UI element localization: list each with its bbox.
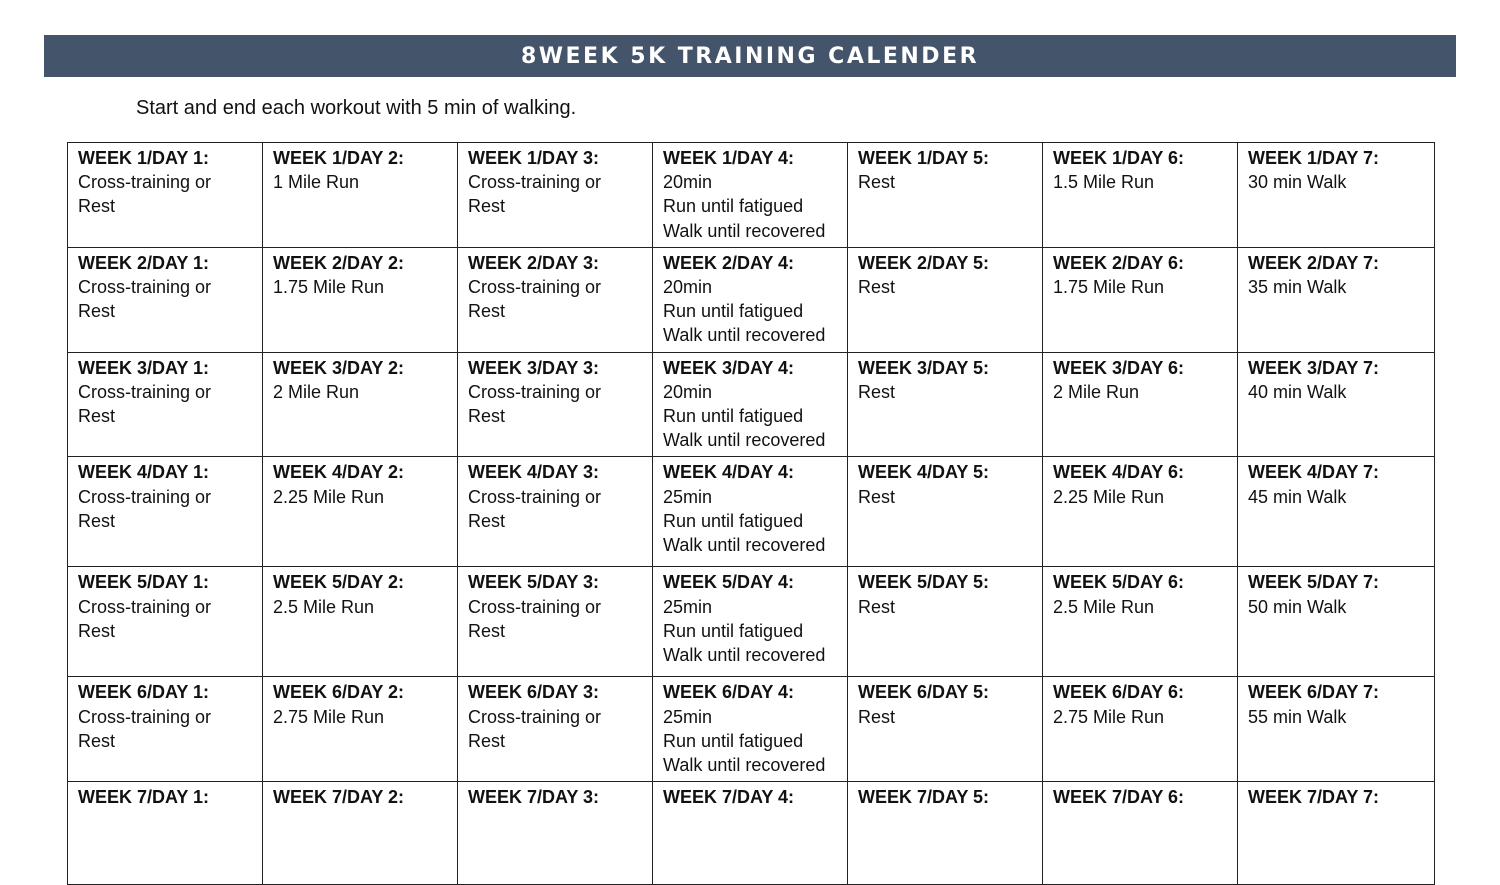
day-heading: WEEK 4/DAY 4:	[663, 462, 795, 483]
workout-line: Rest	[468, 730, 506, 751]
day-cell	[653, 143, 848, 248]
workout-line: Rest	[468, 510, 506, 531]
day-heading: WEEK 6/DAY 1:	[78, 682, 210, 703]
workout-line: 45 min Walk	[1248, 486, 1347, 507]
workout-line: 1.5 Mile Run	[1053, 172, 1155, 193]
training-calendar-table	[67, 142, 1435, 885]
day-heading: WEEK 6/DAY 2:	[273, 682, 405, 703]
day-heading: WEEK 6/DAY 3:	[468, 682, 600, 703]
week-row	[68, 567, 1435, 677]
day-cell	[458, 247, 653, 352]
day-cell	[263, 247, 458, 352]
workout-line: Cross-training or	[78, 277, 212, 298]
workout-line: Walk until recovered	[663, 430, 826, 451]
workout-line: 55 min Walk	[1248, 706, 1347, 727]
day-heading: WEEK 2/DAY 5:	[858, 252, 990, 273]
day-cell	[1043, 567, 1238, 677]
workout-line: Rest	[858, 172, 896, 193]
workout-line: Rest	[78, 510, 116, 531]
workout-line: Run until fatigued	[663, 196, 804, 217]
day-cell	[1238, 143, 1435, 248]
day-cell	[848, 352, 1043, 457]
workout-line: 1.75 Mile Run	[1053, 277, 1165, 298]
day-heading: WEEK 6/DAY 7:	[1248, 682, 1380, 703]
workout-line: 1.75 Mile Run	[273, 277, 385, 298]
workout-line: Rest	[858, 706, 896, 727]
day-cell	[263, 567, 458, 677]
day-heading: WEEK 3/DAY 5:	[858, 357, 990, 378]
workout-line: Cross-training or	[78, 596, 212, 617]
day-cell	[458, 457, 653, 567]
day-cell	[653, 352, 848, 457]
day-cell	[458, 143, 653, 248]
workout-line: Walk until recovered	[663, 535, 826, 556]
day-heading: WEEK 7/DAY 3:	[468, 787, 600, 808]
day-cell	[1238, 567, 1435, 677]
workout-line: Run until fatigued	[663, 510, 804, 531]
workout-line: Cross-training or	[78, 381, 212, 402]
workout-line: Rest	[468, 196, 506, 217]
day-heading: WEEK 4/DAY 5:	[858, 462, 990, 483]
day-heading: WEEK 2/DAY 4:	[663, 252, 795, 273]
day-heading: WEEK 5/DAY 4:	[663, 572, 795, 593]
workout-line: Rest	[468, 406, 506, 427]
workout-line: Rest	[858, 486, 896, 507]
workout-line: Rest	[78, 620, 116, 641]
day-heading: WEEK 3/DAY 4:	[663, 357, 795, 378]
day-cell	[458, 567, 653, 677]
day-cell	[653, 677, 848, 782]
day-heading: WEEK 4/DAY 3:	[468, 462, 600, 483]
day-heading: WEEK 1/DAY 6:	[1053, 148, 1185, 168]
workout-line: 2.25 Mile Run	[1053, 486, 1165, 507]
title-banner	[44, 35, 1456, 77]
workout-line: 20min	[663, 381, 713, 402]
day-cell	[848, 567, 1043, 677]
workout-line: Rest	[858, 596, 896, 617]
workout-line: Run until fatigued	[663, 301, 804, 322]
day-cell	[68, 247, 263, 352]
calendar-body	[68, 143, 1435, 885]
day-heading: WEEK 4/DAY 6:	[1053, 462, 1185, 483]
workout-line: 2.75 Mile Run	[1053, 706, 1165, 727]
workout-line: Cross-training or	[468, 706, 602, 727]
workout-line: Rest	[78, 406, 116, 427]
day-heading: WEEK 7/DAY 2:	[273, 787, 405, 808]
workout-line: 20min	[663, 172, 713, 193]
day-heading: WEEK 6/DAY 5:	[858, 682, 990, 703]
workout-line: Rest	[78, 730, 116, 751]
day-cell	[1043, 352, 1238, 457]
workout-line: 2.5 Mile Run	[273, 596, 375, 617]
workout-line: Walk until recovered	[663, 755, 826, 776]
day-cell	[263, 457, 458, 567]
day-heading: WEEK 2/DAY 7:	[1248, 252, 1380, 273]
day-heading: WEEK 2/DAY 1:	[78, 252, 210, 273]
day-heading: WEEK 7/DAY 1:	[78, 787, 210, 808]
day-cell	[68, 457, 263, 567]
day-heading: WEEK 1/DAY 5:	[858, 148, 990, 168]
workout-line: Cross-training or	[78, 706, 212, 727]
day-heading: WEEK 6/DAY 6:	[1053, 682, 1185, 703]
day-cell	[263, 352, 458, 457]
day-heading: WEEK 2/DAY 6:	[1053, 252, 1185, 273]
day-heading: WEEK 5/DAY 2:	[273, 572, 405, 593]
workout-line: 2.25 Mile Run	[273, 486, 385, 507]
day-heading: WEEK 1/DAY 3:	[468, 148, 600, 168]
day-cell	[68, 567, 263, 677]
day-heading: WEEK 4/DAY 7:	[1248, 462, 1380, 483]
workout-line: Cross-training or	[78, 172, 212, 193]
workout-line: Rest	[78, 196, 116, 217]
workout-line: 2.75 Mile Run	[273, 706, 385, 727]
day-heading: WEEK 5/DAY 7:	[1248, 572, 1380, 593]
workout-line: Rest	[468, 301, 506, 322]
workout-line: 30 min Walk	[1248, 172, 1347, 193]
day-heading: WEEK 5/DAY 3:	[468, 572, 600, 593]
day-cell	[848, 247, 1043, 352]
day-heading: WEEK 3/DAY 3:	[468, 357, 600, 378]
workout-line: 50 min Walk	[1248, 596, 1347, 617]
workout-line: Rest	[468, 620, 506, 641]
workout-line: Cross-training or	[468, 277, 602, 298]
day-cell	[848, 782, 1043, 885]
workout-line: Run until fatigued	[663, 730, 804, 751]
day-cell	[68, 143, 263, 248]
day-cell	[1043, 782, 1238, 885]
day-cell	[1043, 457, 1238, 567]
day-cell	[458, 352, 653, 457]
intro-note: Start and end each workout with 5 min of walking.	[136, 97, 577, 119]
workout-line: 40 min Walk	[1248, 381, 1347, 402]
day-cell	[263, 782, 458, 885]
day-cell	[68, 677, 263, 782]
workout-line: 35 min Walk	[1248, 277, 1347, 298]
week-row	[68, 352, 1435, 457]
day-heading: WEEK 7/DAY 5:	[858, 787, 990, 808]
workout-line: Cross-training or	[468, 596, 602, 617]
day-cell	[848, 457, 1043, 567]
day-heading: WEEK 1/DAY 1:	[78, 148, 210, 168]
day-heading: WEEK 4/DAY 2:	[273, 462, 405, 483]
week-row	[68, 247, 1435, 352]
day-cell	[1043, 677, 1238, 782]
workout-line: 25min	[663, 486, 713, 507]
day-heading: WEEK 3/DAY 6:	[1053, 357, 1185, 378]
workout-line: Cross-training or	[468, 172, 602, 193]
workout-line: Cross-training or	[78, 486, 212, 507]
day-heading: WEEK 3/DAY 2:	[273, 357, 405, 378]
workout-line: 1 Mile Run	[273, 172, 360, 193]
workout-line: 20min	[663, 277, 713, 298]
workout-line: Run until fatigued	[663, 620, 804, 641]
workout-line: 25min	[663, 706, 713, 727]
day-heading: WEEK 1/DAY 7:	[1248, 148, 1380, 168]
day-cell	[263, 677, 458, 782]
workout-line: 2 Mile Run	[1053, 381, 1140, 402]
page-title: 8WEEK 5K TRAINING CALENDER	[520, 43, 980, 69]
workout-line: Rest	[858, 277, 896, 298]
day-heading: WEEK 1/DAY 4:	[663, 148, 795, 168]
workout-line: Walk until recovered	[663, 325, 826, 346]
week-row	[68, 143, 1435, 248]
week-row	[68, 677, 1435, 782]
day-heading: WEEK 1/DAY 2:	[273, 148, 405, 168]
day-cell	[653, 567, 848, 677]
day-heading: WEEK 7/DAY 4:	[663, 787, 795, 808]
day-cell	[263, 143, 458, 248]
day-cell	[848, 677, 1043, 782]
day-cell	[848, 143, 1043, 248]
day-heading: WEEK 5/DAY 5:	[858, 572, 990, 593]
day-cell	[653, 247, 848, 352]
day-cell	[1043, 143, 1238, 248]
day-cell	[458, 677, 653, 782]
day-heading: WEEK 6/DAY 4:	[663, 682, 795, 703]
day-heading: WEEK 5/DAY 1:	[78, 572, 210, 593]
day-heading: WEEK 5/DAY 6:	[1053, 572, 1185, 593]
day-cell	[1043, 247, 1238, 352]
workout-line: Cross-training or	[468, 486, 602, 507]
workout-line: Walk until recovered	[663, 220, 826, 241]
day-cell	[1238, 677, 1435, 782]
week-row	[68, 782, 1435, 885]
workout-line: 2 Mile Run	[273, 381, 360, 402]
day-heading: WEEK 7/DAY 7:	[1248, 787, 1380, 808]
day-cell	[458, 782, 653, 885]
day-heading: WEEK 2/DAY 2:	[273, 252, 405, 273]
day-heading: WEEK 4/DAY 1:	[78, 462, 210, 483]
day-heading: WEEK 3/DAY 1:	[78, 357, 210, 378]
day-cell	[68, 782, 263, 885]
week-row	[68, 457, 1435, 567]
day-cell	[1238, 352, 1435, 457]
workout-line: Cross-training or	[468, 381, 602, 402]
workout-line: Rest	[78, 301, 116, 322]
day-cell	[68, 352, 263, 457]
day-cell	[1238, 457, 1435, 567]
day-cell	[653, 782, 848, 885]
workout-line: 25min	[663, 596, 713, 617]
day-heading: WEEK 2/DAY 3:	[468, 252, 600, 273]
workout-line: Run until fatigued	[663, 406, 804, 427]
workout-line: Walk until recovered	[663, 645, 826, 666]
day-cell	[1238, 782, 1435, 885]
workout-line: Rest	[858, 381, 896, 402]
day-heading: WEEK 3/DAY 7:	[1248, 357, 1380, 378]
day-cell	[1238, 247, 1435, 352]
day-cell	[653, 457, 848, 567]
workout-line: 2.5 Mile Run	[1053, 596, 1155, 617]
day-heading: WEEK 7/DAY 6:	[1053, 787, 1185, 808]
